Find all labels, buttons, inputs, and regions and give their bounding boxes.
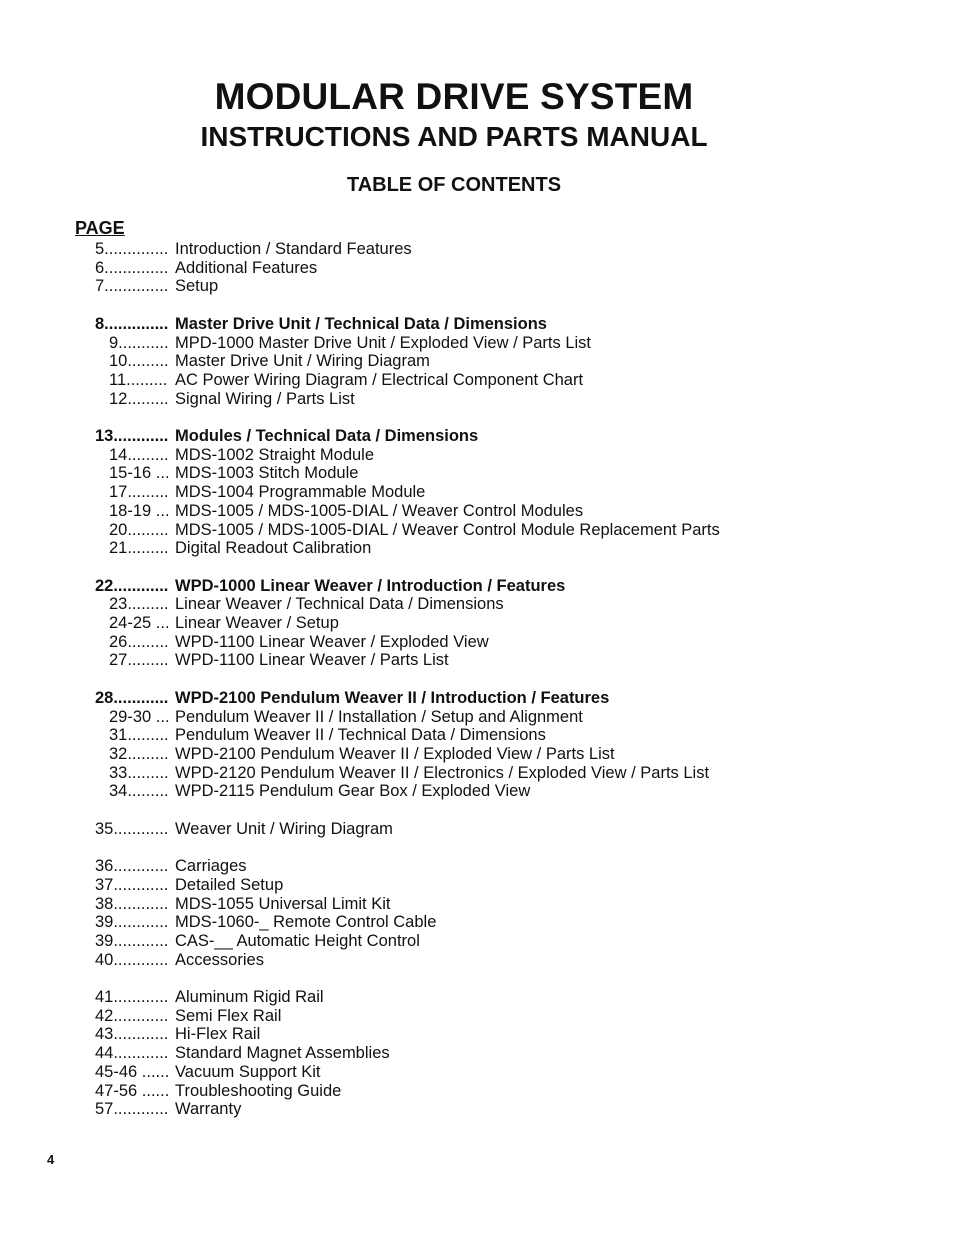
toc-entry-title: Accessories bbox=[175, 950, 264, 969]
toc-entry-title: Master Drive Unit / Wiring Diagram bbox=[175, 352, 430, 371]
toc-page-number: 39............ bbox=[95, 913, 169, 932]
toc-entry-title: Troubleshooting Guide bbox=[175, 1081, 342, 1100]
toc-entry bbox=[0, 1100, 954, 1119]
toc-page-number: 42............ bbox=[95, 1006, 169, 1025]
toc-page-number: 11......... bbox=[109, 370, 168, 389]
toc-entry bbox=[0, 334, 954, 353]
toc-entry bbox=[0, 1063, 954, 1082]
toc-entry bbox=[0, 502, 954, 521]
toc-entry-title: WPD-1100 Linear Weaver / Exploded View bbox=[175, 632, 489, 651]
toc-entry-title: MDS-1055 Universal Limit Kit bbox=[175, 894, 391, 913]
toc-page-number: 17......... bbox=[109, 483, 169, 502]
toc-page-number: 27......... bbox=[109, 651, 169, 670]
toc-entry-title: Signal Wiring / Parts List bbox=[175, 389, 355, 408]
toc-entry bbox=[0, 726, 954, 745]
toc-entry-title: Linear Weaver / Technical Data / Dimensions bbox=[175, 595, 504, 614]
toc-entry-title: Vacuum Support Kit bbox=[175, 1062, 321, 1081]
toc-page-number: 37............ bbox=[95, 875, 169, 894]
toc-page-number: 21......... bbox=[109, 539, 169, 558]
toc-entry-title: WPD-2120 Pendulum Weaver II / Electronics / Exploded View / Parts List bbox=[175, 763, 710, 782]
page-number: 4 bbox=[47, 1152, 55, 1167]
toc-entry-title: MPD-1000 Master Drive Unit / Exploded View / Parts List bbox=[175, 333, 592, 352]
toc-entry bbox=[0, 1082, 954, 1101]
toc-entry-title: MDS-1060-_ Remote Control Cable bbox=[175, 913, 437, 932]
toc-entry bbox=[0, 352, 954, 371]
toc-entry-title: Weaver Unit / Wiring Diagram bbox=[175, 819, 393, 838]
toc-entry-title: Introduction / Standard Features bbox=[175, 240, 412, 258]
toc-page-number: 28............ bbox=[95, 688, 169, 707]
toc-page-number: 7.............. bbox=[95, 277, 169, 296]
toc-entry-title: Setup bbox=[175, 277, 219, 296]
toc-page-number: 31......... bbox=[109, 726, 169, 745]
toc-entry-title: Pendulum Weaver II / Technical Data / Dimensions bbox=[175, 726, 546, 745]
toc-entry bbox=[0, 913, 954, 932]
toc-entry bbox=[0, 651, 954, 670]
toc-entry-title: Digital Readout Calibration bbox=[175, 539, 372, 558]
toc-entry bbox=[0, 988, 954, 1007]
toc-page-number: 41............ bbox=[95, 988, 169, 1006]
toc-entry bbox=[0, 539, 954, 558]
toc-page-number: 36............ bbox=[95, 857, 169, 876]
toc-entry-title: Pendulum Weaver II / Installation / Setup and Alignment bbox=[175, 707, 583, 726]
toc-entry-title: MDS-1003 Stitch Module bbox=[175, 464, 359, 483]
toc-entry bbox=[0, 932, 954, 951]
toc-entry-title: WPD-2100 Pendulum Weaver II / Exploded View / Parts List bbox=[175, 744, 615, 763]
toc-entry bbox=[0, 464, 954, 483]
toc-entry bbox=[0, 390, 954, 409]
toc-entry-title: Linear Weaver / Setup bbox=[175, 614, 339, 632]
toc-entry bbox=[0, 764, 954, 783]
toc-entry bbox=[0, 577, 954, 596]
toc-page-number: 9........... bbox=[109, 333, 169, 352]
toc-page-number: 43............ bbox=[95, 1025, 169, 1044]
toc-entry-title: Hi-Flex Rail bbox=[175, 1025, 261, 1044]
toc-page-number: 23......... bbox=[109, 595, 169, 614]
toc-page-number: 5.............. bbox=[95, 240, 169, 258]
toc-page-number: 24-25 ... bbox=[109, 614, 170, 632]
toc-entry-title: MDS-1005 / MDS-1005-DIAL / Weaver Control Modules bbox=[175, 501, 584, 520]
toc-page-number: 12......... bbox=[109, 389, 169, 408]
toc-page-number: 40............ bbox=[95, 950, 169, 969]
toc-page-number: 34......... bbox=[109, 782, 169, 801]
toc-entry bbox=[0, 820, 954, 839]
toc-page-number: 39............ bbox=[95, 931, 169, 950]
toc-entry-title: Warranty bbox=[175, 1100, 242, 1119]
toc-entry-title: MDS-1002 Straight Module bbox=[175, 445, 375, 464]
toc-page-number: 33......... bbox=[109, 763, 169, 782]
toc-entry-title: WPD-1000 Linear Weaver / Introduction / Features bbox=[175, 576, 566, 595]
toc-page-number: 14......... bbox=[109, 445, 169, 464]
toc-entry-title: WPD-1100 Linear Weaver / Parts List bbox=[175, 651, 449, 670]
toc-page-number: 18-19 ... bbox=[109, 501, 170, 520]
toc-heading: TABLE OF CONTENTS bbox=[346, 174, 562, 196]
page-column-heading: PAGE bbox=[75, 218, 125, 238]
toc-entry-title: Master Drive Unit / Technical Data / Dimensions bbox=[175, 314, 547, 333]
toc-entry bbox=[0, 895, 954, 914]
toc-entry-title: AC Power Wiring Diagram / Electrical Component Chart bbox=[175, 370, 584, 389]
toc-entry-title: CAS-__ Automatic Height Control bbox=[175, 931, 420, 950]
toc-entry bbox=[0, 876, 954, 895]
toc-page-number: 6.............. bbox=[95, 258, 169, 277]
toc-page-number: 8.............. bbox=[95, 314, 169, 333]
toc-page-number: 29-30 ... bbox=[109, 707, 170, 726]
toc-page-number: 13............ bbox=[95, 427, 169, 445]
toc-entry bbox=[0, 1025, 954, 1044]
toc-entry bbox=[0, 689, 954, 708]
toc-page-number: 32......... bbox=[109, 744, 169, 763]
toc-entry-title: Aluminum Rigid Rail bbox=[175, 988, 324, 1006]
toc-entry bbox=[0, 1044, 954, 1063]
toc-page-number: 45-46 ...... bbox=[95, 1062, 170, 1081]
toc-entry bbox=[0, 277, 954, 296]
toc-entry-title: Additional Features bbox=[175, 258, 318, 277]
toc-page-number: 22............ bbox=[95, 576, 169, 595]
toc-entry bbox=[0, 614, 954, 633]
toc-entry bbox=[0, 483, 954, 502]
toc-entry bbox=[0, 371, 954, 390]
toc-entry-title: MDS-1005 / MDS-1005-DIAL / Weaver Control Module Replacement Parts bbox=[175, 520, 720, 539]
toc-page-number: 10......... bbox=[109, 352, 169, 371]
document-subtitle: INSTRUCTIONS AND PARTS MANUAL bbox=[200, 121, 708, 152]
toc-page-number: 15-16 ... bbox=[109, 464, 170, 483]
toc-page-number: 35............ bbox=[95, 819, 169, 838]
toc-entry bbox=[0, 1007, 954, 1026]
toc-page-number: 20......... bbox=[109, 520, 169, 539]
toc-entry bbox=[0, 708, 954, 727]
toc-entry bbox=[0, 315, 954, 334]
toc-entry-title: Detailed Setup bbox=[175, 875, 284, 894]
toc-entry bbox=[0, 633, 954, 652]
toc-entry bbox=[0, 446, 954, 465]
toc-entry-title: Modules / Technical Data / Dimensions bbox=[175, 427, 479, 445]
toc-page-number: 38............ bbox=[95, 894, 169, 913]
document-title: MODULAR DRIVE SYSTEM bbox=[214, 76, 694, 117]
toc-entry bbox=[0, 595, 954, 614]
toc-entry bbox=[0, 259, 954, 278]
toc-page-number: 44............ bbox=[95, 1044, 169, 1063]
toc-entry bbox=[0, 521, 954, 540]
toc-page-number: 47-56 ...... bbox=[95, 1081, 170, 1100]
toc-entry-title: WPD-2100 Pendulum Weaver II / Introduction / Features bbox=[175, 688, 610, 707]
toc-page-number: 26......... bbox=[109, 632, 169, 651]
toc-page-number: 57............ bbox=[95, 1100, 169, 1119]
toc-entry bbox=[0, 240, 954, 259]
toc-entry-title: Standard Magnet Assemblies bbox=[175, 1044, 390, 1063]
toc-entry-title: MDS-1004 Programmable Module bbox=[175, 483, 426, 502]
toc-entry bbox=[0, 857, 954, 876]
toc-entry bbox=[0, 745, 954, 764]
toc-entry-title: WPD-2115 Pendulum Gear Box / Exploded View bbox=[175, 782, 531, 801]
toc-entry bbox=[0, 782, 954, 801]
toc-entry bbox=[0, 951, 954, 970]
toc-entry-title: Semi Flex Rail bbox=[175, 1006, 282, 1025]
toc-entry bbox=[0, 427, 954, 446]
toc-entry-title: Carriages bbox=[175, 857, 247, 876]
